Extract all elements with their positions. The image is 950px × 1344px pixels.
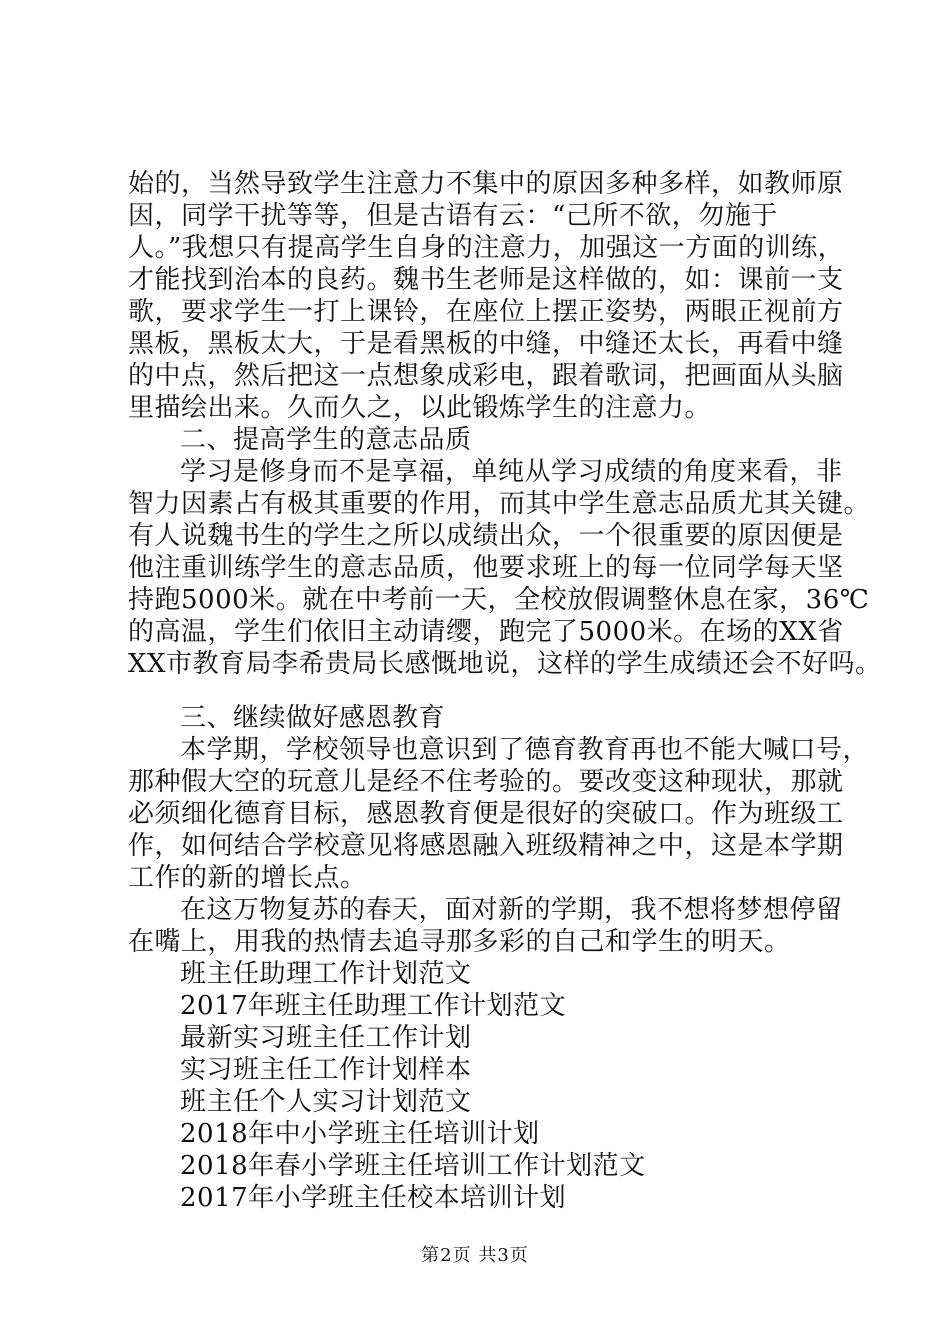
page-number-footer: 第2页 共3页 — [421, 1245, 529, 1266]
paragraph-attention — [128, 168, 845, 424]
paragraph-gratitude — [128, 734, 870, 894]
text-line: 始的，当然导致学生注意力不集中的原因多种多样，如教师原 — [128, 169, 844, 199]
related-article-link[interactable]: 2018年春小学班主任培训工作计划范文 — [180, 1151, 646, 1181]
related-article-link[interactable]: 最新实习班主任工作计划 — [180, 1023, 472, 1053]
text-line: 作，如何结合学校意见将感恩融入班级精神之中，这是本学期 — [128, 831, 844, 861]
paragraph-gap — [128, 680, 828, 702]
text-line: 的高温，学生们依旧主动请缨，跑完了5000米。在场的XX省 — [128, 617, 844, 647]
text-line: 在这万物复苏的春天，面对新的学期，我不想将梦想停留 — [180, 895, 843, 925]
text-line: 歌，要求学生一打上课铃，在座位上摆正姿势，两眼正视前方 — [128, 297, 844, 327]
section-heading-willpower: 二、提高学生的意志品质 — [180, 425, 472, 455]
related-article-link[interactable]: 班主任个人实习计划范文 — [180, 1087, 472, 1117]
text-line: 工作的新的增长点。 — [128, 863, 367, 893]
related-article-link[interactable]: 2017年班主任助理工作计划范文 — [180, 991, 567, 1021]
text-line: 学习是修身而不是享福，单纯从学习成绩的角度来看，非 — [180, 457, 843, 487]
text-line: 有人说魏书生的学生之所以成绩出众，一个很重要的原因便是 — [128, 521, 844, 551]
text-line: XX市教育局李希贵局长感慨地说，这样的学生成绩还会不好吗。 — [128, 649, 882, 679]
text-line: 智力因素占有极其重要的作用，而其中学生意志品质尤其关键。 — [128, 489, 871, 519]
text-line: 他注重训练学生的意志品质，他要求班上的每一位同学每天坚 — [128, 553, 844, 583]
document-body — [128, 168, 882, 1214]
text-line: 黑板，黑板太大，于是看黑板的中缝，中缝还太长，再看中缝 — [128, 329, 844, 359]
text-line: 的中点，然后把这一点想象成彩电，跟着歌词，把画面从头脑 — [128, 361, 844, 391]
text-line: 那种假大空的玩意儿是经不住考验的。要改变这种现状，那就 — [128, 767, 844, 797]
text-line: 因，同学干扰等等，但是古语有云：“己所不欲，勿施于 — [128, 201, 778, 231]
text-line: 持跑5000米。就在中考前一天，全校放假调整休息在家，36℃ — [128, 585, 870, 615]
related-article-link[interactable]: 2018年中小学班主任培训计划 — [180, 1119, 540, 1149]
paragraph-closing — [128, 894, 843, 958]
text-line: 里描绘出来。久而久之，以此锻炼学生的注意力。 — [128, 393, 712, 423]
text-line: 本学期，学校领导也意识到了德育教育再也不能大喊口号， — [180, 735, 870, 765]
text-line: 才能找到治本的良药。魏书生老师是这样做的，如：课前一支 — [128, 265, 844, 295]
text-line: 必须细化德育目标，感恩教育便是很好的突破口。作为班级工 — [128, 799, 844, 829]
text-line: 在嘴上，用我的热情去追寻那多彩的自己和学生的明天。 — [128, 927, 791, 957]
section-heading-gratitude: 三、继续做好感恩教育 — [180, 703, 446, 733]
related-article-link[interactable]: 2017年小学班主任校本培训计划 — [180, 1183, 567, 1213]
related-articles-list — [128, 958, 828, 1214]
paragraph-willpower — [128, 456, 882, 680]
related-article-link[interactable]: 班主任助理工作计划范文 — [180, 959, 472, 989]
related-article-link[interactable]: 实习班主任工作计划样本 — [180, 1055, 472, 1085]
text-line: 人。”我想只有提高学生自身的注意力，加强这一方面的训练， — [128, 233, 845, 263]
